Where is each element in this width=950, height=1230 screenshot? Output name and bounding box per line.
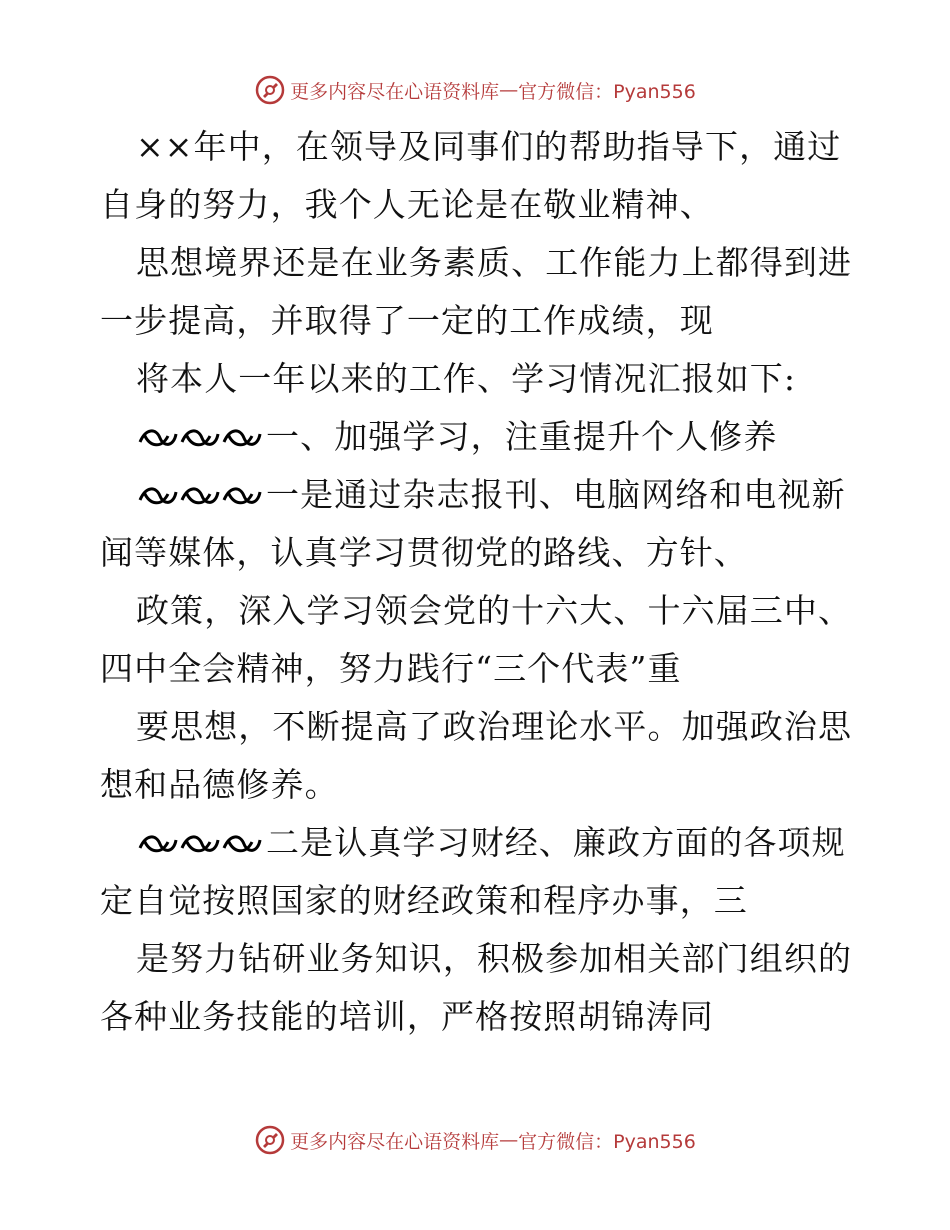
section-heading <box>100 408 860 466</box>
paragraph-line: 思想境界还是在业务素质、工作能力上都得到进 <box>136 243 853 282</box>
paragraph-line: 想和品德修养。 <box>100 765 339 804</box>
watermark-separator: — <box>499 1129 519 1151</box>
ornament-icon <box>136 828 266 858</box>
paragraph-line: ××年中，在领导及同事们的帮助指导下，通过 <box>136 127 842 166</box>
watermark-wechat: 官方微信：Pyan556 <box>518 1130 696 1153</box>
ornament-icon <box>136 480 266 510</box>
paragraph-line: 自身的努力，我个人无论是在敬业精神、 <box>100 185 714 224</box>
document-body <box>100 118 860 1046</box>
header-watermark <box>0 70 950 110</box>
paragraph-line: 一步提高，并取得了一定的工作成绩，现 <box>100 301 714 340</box>
paragraph-line-text: 二是认真学习财经、廉政方面的各项规 <box>266 823 846 862</box>
section-heading-text: 一、加强学习，注重提升个人修养 <box>266 417 778 456</box>
paragraph-line-text: 一是通过杂志报刊、电脑网络和电视新 <box>266 475 846 514</box>
watermark-text: 更多内容尽在心语资料库 <box>290 80 500 103</box>
ornament-icon <box>136 422 266 452</box>
paragraph-line <box>100 466 860 524</box>
paragraph-line <box>100 814 860 872</box>
footer-watermark <box>0 1120 950 1160</box>
paragraph-line: 各种业务技能的培训，严格按照胡锦涛同 <box>100 997 714 1036</box>
watermark-text: 更多内容尽在心语资料库 <box>290 1130 500 1153</box>
watermark-separator: — <box>499 79 519 101</box>
paragraph-line: 四中全会精神，努力践行“三个代表”重 <box>100 649 682 688</box>
paragraph-line: 要思想，不断提高了政治理论水平。加强政治思 <box>136 707 853 746</box>
watermark-wechat: 官方微信：Pyan556 <box>518 80 696 103</box>
paragraph-line: 闻等媒体，认真学习贯彻党的路线、方针、 <box>100 533 748 572</box>
paragraph-line: 将本人一年以来的工作、学习情况汇报如下: <box>136 359 797 398</box>
paragraph-line: 是努力钻研业务知识，积极参加相关部门组织的 <box>136 939 853 978</box>
brand-logo-icon <box>254 1124 286 1156</box>
brand-logo-icon <box>254 74 286 106</box>
paragraph-line: 定自觉按照国家的财经政策和程序办事，三 <box>100 881 748 920</box>
paragraph-line: 政策，深入学习领会党的十六大、十六届三中、 <box>136 591 853 630</box>
